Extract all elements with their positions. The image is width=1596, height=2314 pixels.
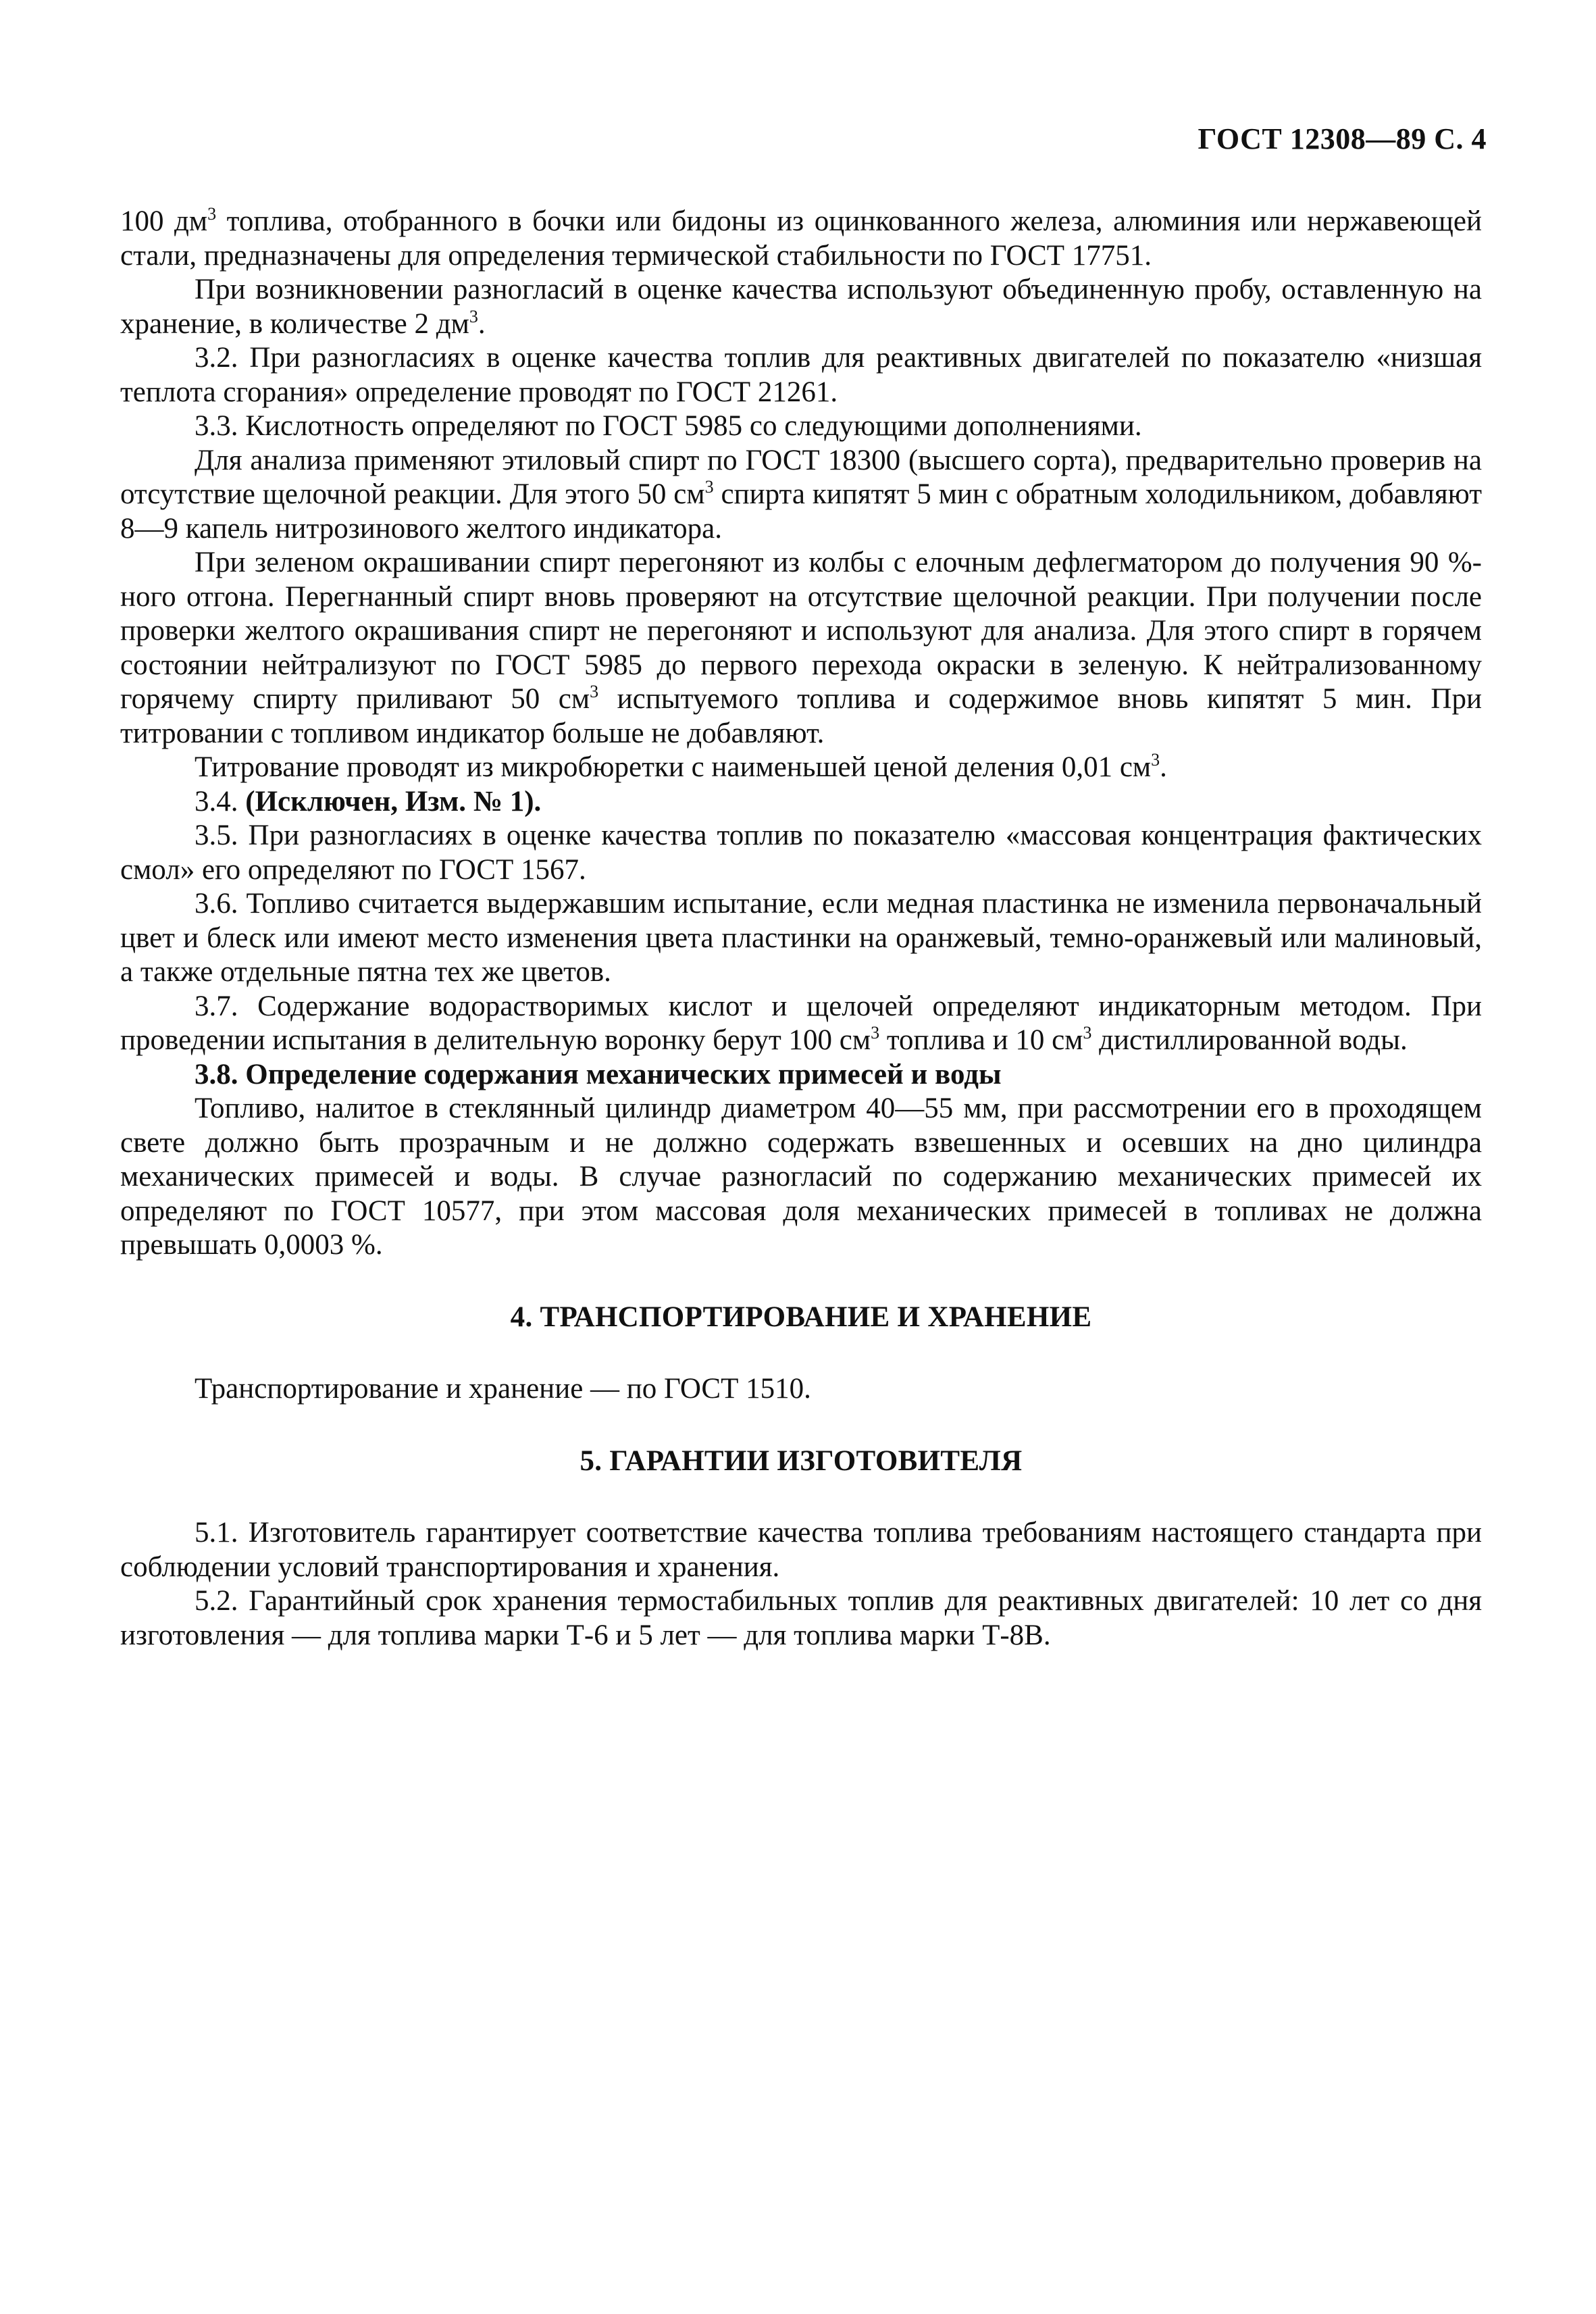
- paragraph-transportation: Транспортирование и хранение — по ГОСТ 1510.: [195, 1373, 811, 1405]
- excluded-note: (Исключен, Изм. № 1).: [245, 785, 542, 818]
- document-body: [120, 205, 1482, 1653]
- text-fragment: 100 дм: [120, 205, 208, 237]
- paragraph-disagreement-sample: [120, 273, 1482, 341]
- superscript: 3: [871, 1023, 880, 1042]
- paragraph-ethanol-analysis: [120, 444, 1482, 547]
- spacer: [120, 1478, 1482, 1516]
- superscript: 3: [704, 477, 714, 497]
- superscript: 3: [1083, 1023, 1092, 1042]
- superscript: 3: [207, 204, 217, 224]
- text-fragment: Для анализа применяют этиловый спирт по ГОСТ 18300 (высшего сорта), предварительно проверив на отсутствие щелочной реакции. Для этого 50 см: [120, 444, 1482, 510]
- superscript: 3: [1151, 750, 1160, 770]
- page-header: ГОСТ 12308—89 С. 4: [1198, 122, 1487, 155]
- paragraph-5-2: 5.2. Гарантийный срок хранения термостабильных топлив для реактивных двигателей: 10 лет со дня изготовления — для топлива марки Т-6 и 5 лет — для топлива марки Т-8В.: [120, 1585, 1482, 1651]
- text-fragment: При зеленом окрашивании спирт перегоняют из колбы с елочным дефлегматором до получения 90 %-ного отгона. Перегнанный спирт вновь проверяют на отсутствие щелочной реакции. При получении после проверки желтого окрашивания спирт не перегоняют и используют для анализа. Для этого спирт в горячем состоянии нейтрализуют по ГОСТ 5985 до первого перехода окраски в зеленую. К нейтрализованному горячему спирту приливают 50 см: [120, 547, 1482, 715]
- text-fragment: топлива и 10 см: [879, 1024, 1083, 1056]
- paragraph-continuation: [120, 205, 1482, 273]
- text-fragment: испытуемого топлива и содержимое вновь кипятят 5 мин. При титровании с топливом индикатор больше не добавляют.: [120, 683, 1482, 749]
- paragraph-3-8-heading: 3.8. Определение содержания механических примесей и воды: [195, 1058, 1002, 1090]
- section-4-title: 4. ТРАНСПОРТИРОВАНИЕ И ХРАНЕНИЕ: [510, 1301, 1092, 1333]
- section-5-title: 5. ГАРАНТИИ ИЗГОТОВИТЕЛЯ: [580, 1444, 1023, 1477]
- paragraph-3-3: 3.3. Кислотность определяют по ГОСТ 5985 со следующими дополнениями.: [195, 410, 1142, 442]
- paragraph-3-7: [120, 990, 1482, 1058]
- paragraph-3-4: [120, 785, 1482, 820]
- paragraph-mechanical-impurities: Топливо, налитое в стеклянный цилиндр диаметром 40—55 мм, при рассмотрении его в проходящем свете должно быть прозрачным и не должно содержать взвешенных и осевших на дно цилиндра механических примесей и воды. В случае разногласий по содержанию механических примесей их определяют по ГОСТ 10577, при этом массовая доля механических примесей в топливах не должна превышать 0,0003 %.: [120, 1092, 1482, 1261]
- text-fragment: дистиллированной воды.: [1091, 1024, 1408, 1056]
- paragraph-green-coloring: [120, 546, 1482, 751]
- clause-number: 3.4.: [195, 785, 246, 818]
- paragraph-3-5: 3.5. При разногласиях в оценке качества топлив по показателю «массовая концентрация фактических смол» его определяют по ГОСТ 1567.: [120, 820, 1482, 886]
- paragraph-5-1: 5.1. Изготовитель гарантирует соответствие качества топлива требованиям настоящего стандарта при соблюдении условий транспортирования и хранения.: [120, 1517, 1482, 1583]
- spacer: [120, 1334, 1482, 1372]
- superscript: 3: [469, 306, 478, 326]
- text-fragment: 3.7. Содержание водорастворимых кислот и щелочей определяют индикаторным методом. При проведении испытания в делительную воронку берут 100 см: [120, 990, 1482, 1056]
- text-fragment: .: [478, 307, 486, 340]
- paragraph-3-2: 3.2. При разногласиях в оценке качества топлив для реактивных двигателей по показателю «низшая теплота сгорания» определение проводят по ГОСТ 21261.: [120, 342, 1482, 408]
- text-fragment: спирта кипятят 5 мин с обратным холодильником, добавляют 8—9 капель нитрозинового желтого индикатора.: [120, 478, 1483, 545]
- text-fragment: .: [1160, 751, 1167, 783]
- text-fragment: При возникновении разногласий в оценке качества используют объединенную пробу, оставленную на хранение, в количестве 2 дм: [120, 274, 1482, 340]
- paragraph-titration: [120, 751, 1482, 785]
- spacer: [120, 1407, 1482, 1444]
- paragraph-3-6: 3.6. Топливо считается выдержавшим испытание, если медная пластинка не изменила первоначальный цвет и блеск или имеют место изменения цвета пластинки на оранжевый, темно-оранжевый или малиновый, а также отдельные пятна тех же цветов.: [120, 888, 1482, 988]
- superscript: 3: [590, 682, 599, 701]
- text-fragment: Титрование проводят из микробюретки с наименьшей ценой деления 0,01 см: [195, 751, 1152, 783]
- text-fragment: топлива, отобранного в бочки или бидоны из оцинкованного железа, алюминия или нержавеющей стали, предназначены для определения термической стабильности по ГОСТ 17751.: [120, 205, 1482, 272]
- spacer: [120, 1263, 1482, 1301]
